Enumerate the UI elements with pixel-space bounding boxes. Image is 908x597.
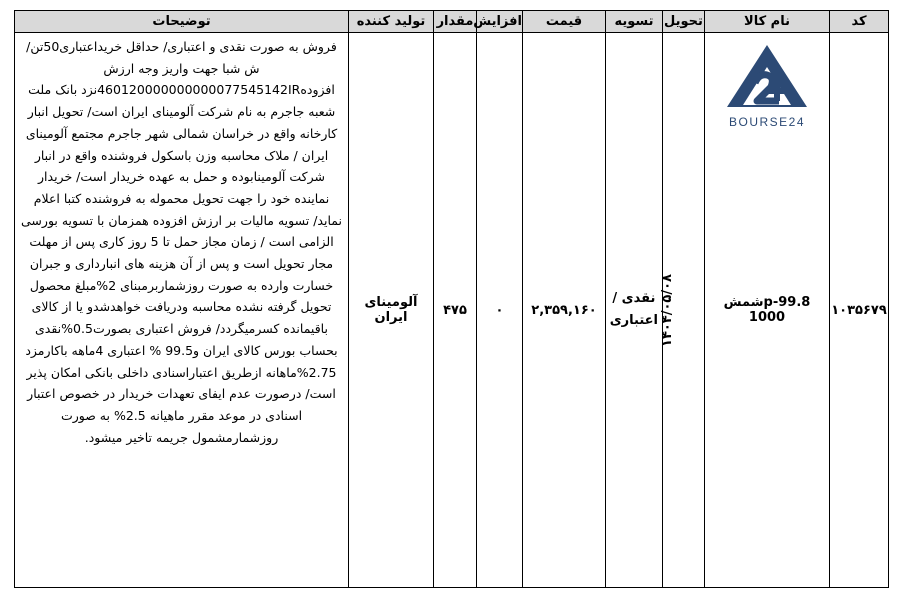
header-price: قیمت [523,11,606,33]
header-producer: تولید کننده [349,11,434,33]
bourse24-logo-icon [721,43,813,109]
cell-code: ۱۰۳۵۶۷۹ [830,33,889,588]
settlement-text: نقدی / اعتباری [609,291,658,328]
cell-product-name [705,33,830,588]
header-row [15,11,889,33]
bourse24-logo [705,43,829,129]
header-increase: افزایش [477,11,523,33]
header-code: کد [830,11,889,33]
cell-description: فروش به صورت نقدی و اعتباری/ حداقل خریداعتباری50تن/ش شبا جهت واریز وجه ارزش افزوده460120000000000077545142IRنزد بانک ملت شعبه جاجرم به نام شرکت آلومینای ایران است/ تحویل انبار کارخانه واقع در خراسان شمالی شهر جاجرم مجتمع آلومینای ایران / ملاک محاسبه وزن باسکول فروشنده واقع در انبار شرکت آلومینابوده و حمل به عهده خریدار است/ خریدار نماینده خود را جهت تحویل محموله به فروشنده کتبا اعلام نماید/ تسویه مالیات بر ارزش افزوده همزمان با تسویه بورسی الزامی است / زمان مجاز حمل تا 5 روز کاری پس از مهلت مجار تحویل است و پس از آن هزینه های انبارداری و جبران خسارت وارده به صورت روزشماربرمبنای 2%مبلغ محصول تحویل گرفته نشده محاسبه ودریافت خواهدشدو یا از کالای باقیمانده کسرمیگردد/ فروش اعتباری بصورت0.5%نقدی بحساب بورس کالای ایران و99.5 % اعتباری 4ماهه باکارمزد 2.75%ماهانه ازطریق اعتباراسنادی داخلی بانکی امکان پذیر است/ درصورت عدم ایفای تعهدات خریدار در خصوص اعتبار اسنادی در موعد مقرر ماهیانه 2.5% به صورت روزشمارمشمول جریمه تاخیر میشود. [15,33,349,588]
header-delivery: تحویل [663,11,705,33]
product-name-text: p-99.8شمش 1000 [723,295,811,325]
header-settlement: تسویه [606,11,663,33]
header-product-name: نام کالا [705,11,830,33]
bourse24-logo-text: BOURSE24 [728,115,806,129]
cell-delivery [660,33,705,588]
header-description: توضیحات [15,11,349,33]
header-quantity: مقدار [434,11,477,33]
cell-quantity: ۴۷۵ [434,33,477,588]
cell-price: ۲,۳۵۹,۱۶۰ [523,33,606,588]
cell-increase: ۰ [477,33,523,588]
offer-table [14,10,889,588]
cell-producer: آلومینای ایران [349,33,434,588]
offer-table-container [14,10,888,588]
table-row [15,33,889,588]
delivery-date: ۱۴۰۴/۰۵/۰۸ [660,273,676,347]
